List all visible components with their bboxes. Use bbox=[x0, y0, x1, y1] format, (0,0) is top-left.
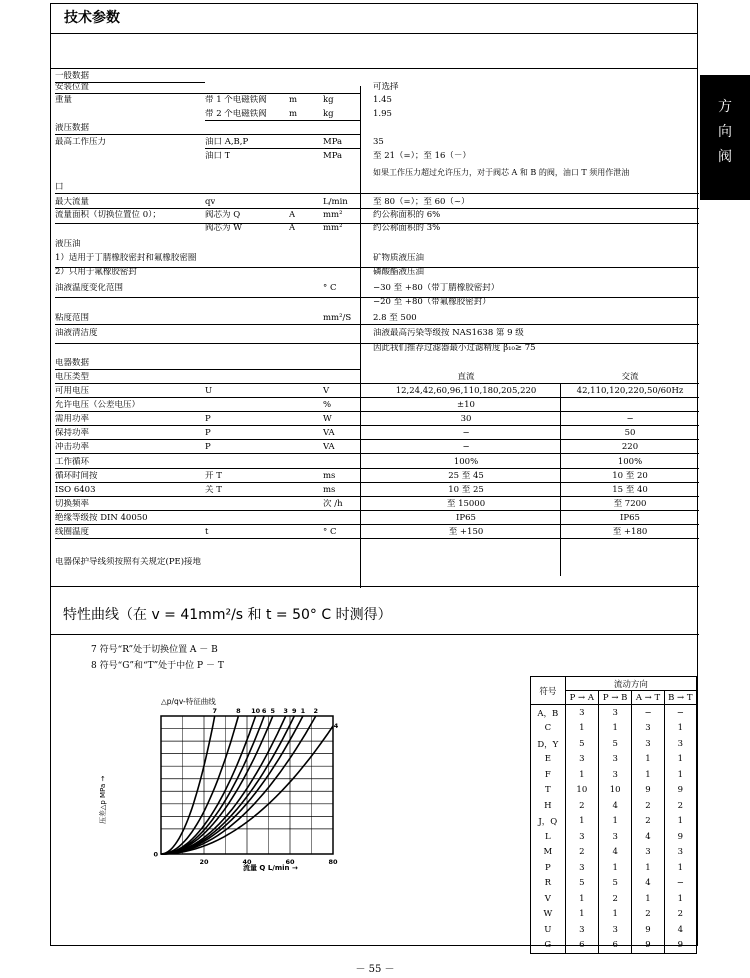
electrical-ac: 100% bbox=[617, 456, 643, 467]
visc-label: 粘度范围 bbox=[55, 313, 699, 325]
curve-number-cell: 3 bbox=[632, 845, 664, 861]
port-t-note-cont: 口 bbox=[55, 182, 699, 194]
table-row bbox=[531, 814, 697, 830]
table-row bbox=[531, 721, 697, 737]
hydraulic-heading: 液压数据 bbox=[55, 123, 360, 135]
electrical-label: 工作循环 bbox=[55, 457, 699, 469]
table-row bbox=[531, 876, 697, 892]
weight-1-m: m bbox=[289, 95, 298, 105]
curve-number-cell: 6 bbox=[565, 938, 598, 954]
oil-1-value: 矿物质液压油 bbox=[373, 253, 425, 263]
table-row bbox=[531, 938, 697, 954]
electrical-ac: 220 bbox=[621, 442, 639, 453]
symbol-cell: H bbox=[531, 798, 566, 814]
area-q-sym: A bbox=[289, 210, 296, 220]
spec-sheet-frame bbox=[50, 3, 698, 951]
chart-xlabel: 流量 Q L/min → bbox=[243, 864, 298, 872]
ac-header: 交流 bbox=[621, 372, 639, 382]
electrical-label: 允许电压（公差电压） bbox=[55, 400, 699, 412]
symbol-cell: U bbox=[531, 922, 566, 938]
electrical-unit: 次 /h bbox=[323, 498, 343, 509]
curve-number-cell: 3 bbox=[599, 752, 632, 768]
electrical-unit: ms bbox=[323, 484, 336, 495]
electrical-sym: P bbox=[205, 442, 211, 453]
curve-number-cell: 3 bbox=[599, 705, 632, 721]
pressure-label: 最高工作压力 bbox=[55, 137, 107, 147]
flow-label: 最大流量 bbox=[55, 197, 699, 209]
chart-title: △p/qv-特征曲线 bbox=[161, 697, 216, 706]
curve-number-cell: − bbox=[632, 705, 664, 721]
curve-number-cell: 1 bbox=[565, 721, 598, 737]
x-tick-label: 60 bbox=[285, 858, 295, 866]
symbol-cell: C bbox=[531, 721, 566, 737]
curve-number-cell: 5 bbox=[599, 876, 632, 892]
weight-1-value: 1.45 bbox=[373, 95, 392, 105]
curve-number-cell: 9 bbox=[664, 783, 696, 799]
curve-number-cell: 3 bbox=[565, 922, 598, 938]
symbol-cell: L bbox=[531, 829, 566, 845]
curve-number-cell: 1 bbox=[664, 860, 696, 876]
header-bar bbox=[51, 4, 697, 34]
ground-note: 电器保护导线须按照有关规定(PE)接地 bbox=[55, 557, 202, 567]
install-value: 可选择 bbox=[373, 82, 399, 92]
electrical-label: 保持功率 bbox=[55, 428, 699, 440]
curve-number-cell: 2 bbox=[632, 798, 664, 814]
area-q-desc: 阀芯为 Q bbox=[205, 210, 241, 220]
curve-label: 1 bbox=[300, 707, 306, 715]
curve-number-cell: 1 bbox=[632, 891, 664, 907]
electrical-ac: 10 至 20 bbox=[612, 470, 648, 481]
curve-label: 8 bbox=[236, 707, 241, 715]
clean-value-2: 因此我们推荐过滤器最小过滤精度 β₁₀≥ 75 bbox=[373, 343, 536, 353]
flow-unit: L/min bbox=[323, 197, 348, 207]
weight-1-unit: kg bbox=[323, 95, 334, 105]
electrical-dc: − bbox=[462, 442, 470, 453]
electrical-dc: 至 15000 bbox=[446, 498, 486, 509]
symbol-cell: P bbox=[531, 860, 566, 876]
curve-number-cell: 4 bbox=[599, 845, 632, 861]
weight-2-unit: kg bbox=[323, 109, 334, 119]
curve-number-cell: 1 bbox=[632, 752, 664, 768]
curve-number-cell: 3 bbox=[565, 860, 598, 876]
curve-number-cell: 1 bbox=[565, 814, 598, 830]
electrical-ac: 42,110,120,220,50/60Hz bbox=[576, 386, 684, 396]
electrical-label: 需用功率 bbox=[55, 414, 699, 426]
clean-value-1: 油液最高污染等级按 NAS1638 第 9 级 bbox=[373, 328, 524, 338]
weight-2-m: m bbox=[289, 109, 298, 119]
table-row bbox=[531, 845, 697, 861]
electrical-unit: ms bbox=[323, 470, 336, 481]
area-w-sym: A bbox=[289, 223, 296, 233]
table-row bbox=[531, 798, 697, 814]
electrical-label: 绝缘等级按 DIN 40050 bbox=[55, 513, 699, 525]
symbol-cell: V bbox=[531, 891, 566, 907]
table-row bbox=[531, 891, 697, 907]
curve-number-cell: 2 bbox=[664, 907, 696, 923]
curve-number-cell: 1 bbox=[565, 907, 598, 923]
section-divider bbox=[51, 586, 699, 587]
curve-number-cell: 3 bbox=[664, 845, 696, 861]
curve-label: 6 bbox=[261, 707, 267, 715]
curve-number-cell: 3 bbox=[565, 752, 598, 768]
symbol-cell: A，B bbox=[531, 705, 566, 721]
electrical-dc: 25 至 45 bbox=[448, 470, 484, 481]
curve-number-cell: 3 bbox=[599, 767, 632, 783]
flow-sym: qv bbox=[205, 197, 216, 207]
curve-number-cell: 1 bbox=[664, 721, 696, 737]
port-abp-value: 35 bbox=[373, 137, 384, 147]
side-tab-label: 方向阀 bbox=[718, 99, 732, 165]
voltage-type-label: 电压类型 bbox=[55, 372, 699, 384]
area-label: 流量面积（切换位置位 0）； bbox=[55, 210, 161, 220]
curve-number-cell: 3 bbox=[632, 721, 664, 737]
curve-label: 4 bbox=[333, 722, 339, 731]
electrical-ac: − bbox=[626, 414, 634, 425]
symbol-table bbox=[530, 676, 697, 954]
curve-label: 10 bbox=[251, 707, 261, 715]
electrical-sym: P bbox=[205, 428, 211, 439]
curve-number-cell: 3 bbox=[632, 736, 664, 752]
electrical-sym: U bbox=[205, 386, 213, 396]
table-row bbox=[531, 783, 697, 799]
area-w-unit: mm² bbox=[323, 223, 343, 233]
note-2: 8 符号“G”和“T”处于中位 P － T bbox=[91, 661, 224, 671]
curve-number-cell: 3 bbox=[565, 829, 598, 845]
curve-number-cell: − bbox=[664, 705, 696, 721]
electrical-dc: IP65 bbox=[456, 512, 476, 523]
page-title: 技术参数 bbox=[64, 10, 120, 26]
curve-number-cell: 1 bbox=[599, 721, 632, 737]
curve-number-cell: 4 bbox=[599, 798, 632, 814]
curve-label: 3 bbox=[283, 707, 288, 715]
electrical-label: 可用电压 bbox=[55, 386, 699, 398]
curve-number-cell: 9 bbox=[664, 938, 696, 954]
area-q-unit: mm² bbox=[323, 210, 343, 220]
direction-header: P → B bbox=[599, 691, 632, 705]
temp-value-2: −20 至 +80（带氟橡胶密封） bbox=[373, 297, 491, 307]
curve-number-cell: 2 bbox=[599, 891, 632, 907]
side-tab bbox=[700, 75, 750, 200]
electrical-dc: 100% bbox=[453, 456, 479, 467]
y-tick-label: 0 bbox=[153, 850, 158, 859]
curve-number-cell: 2 bbox=[664, 798, 696, 814]
electrical-ac: 15 至 40 bbox=[612, 484, 648, 495]
dc-header: 直流 bbox=[457, 372, 475, 382]
curve-number-cell: 9 bbox=[632, 938, 664, 954]
section-divider-2 bbox=[51, 634, 699, 635]
symbol-cell: F bbox=[531, 767, 566, 783]
curve-number-cell: 2 bbox=[632, 907, 664, 923]
blank-band bbox=[51, 34, 697, 69]
curve-number-cell: 4 bbox=[632, 876, 664, 892]
curve-number-cell: 1 bbox=[664, 767, 696, 783]
characteristics-title: 特性曲线（在 v = 41mm²/s 和 t = 50° C 时测得） bbox=[63, 607, 392, 623]
flow-value: 至 80（=）；至 60（~） bbox=[373, 197, 470, 207]
oil-1: 1）适用于丁腈橡胶密封和氟橡胶密圈 bbox=[55, 253, 197, 263]
electrical-sym: 开 T bbox=[205, 470, 222, 481]
temp-value-1: −30 至 +80（带丁腈橡胶密封） bbox=[373, 283, 500, 293]
curve-number-cell: 1 bbox=[664, 814, 696, 830]
curve-number-cell: 2 bbox=[632, 814, 664, 830]
temp-label: 油液温度变化范围 bbox=[55, 283, 124, 293]
direction-header: P → A bbox=[565, 691, 598, 705]
electrical-ac: IP65 bbox=[620, 512, 640, 523]
curve-number-cell: 9 bbox=[632, 922, 664, 938]
curve-number-cell: 2 bbox=[565, 845, 598, 861]
curve-number-cell: 3 bbox=[664, 736, 696, 752]
electrical-label: 冲击功率 bbox=[55, 442, 699, 454]
visc-value: 2.8 至 500 bbox=[373, 313, 417, 323]
curve-number-cell: 1 bbox=[599, 860, 632, 876]
curve-number-cell: 1 bbox=[664, 752, 696, 768]
curve-number-cell: 1 bbox=[599, 814, 632, 830]
curve-number-cell: 4 bbox=[632, 829, 664, 845]
electrical-dc: 12,24,42,60,96,110,180,205,220 bbox=[395, 386, 537, 396]
curve-number-cell: 1 bbox=[565, 767, 598, 783]
table-row bbox=[531, 736, 697, 752]
port-abp: 油口 A,B,P bbox=[205, 137, 360, 149]
x-tick-label: 40 bbox=[242, 858, 252, 866]
symbol-cell: R bbox=[531, 876, 566, 892]
symbol-cell: D，Y bbox=[531, 736, 566, 752]
pressure-flow-chart bbox=[91, 694, 351, 874]
visc-unit: mm²/S bbox=[323, 313, 352, 323]
symbol-cell: M bbox=[531, 845, 566, 861]
table-row bbox=[531, 752, 697, 768]
curve-number-cell: 10 bbox=[565, 783, 598, 799]
curve-number-cell: 1 bbox=[632, 860, 664, 876]
electrical-label: 线圈温度 bbox=[55, 527, 699, 539]
curve-number-cell: 9 bbox=[664, 829, 696, 845]
temp-unit: ° C bbox=[323, 283, 337, 293]
curve-number-cell: 5 bbox=[565, 736, 598, 752]
port-t-unit: MPa bbox=[323, 151, 343, 161]
install-label: 安装位置 bbox=[55, 82, 360, 94]
symbol-cell: E bbox=[531, 752, 566, 768]
symbol-cell: J，Q bbox=[531, 814, 566, 830]
curve-number-cell: 1 bbox=[565, 891, 598, 907]
curve-number-cell: 9 bbox=[632, 783, 664, 799]
general-heading: 一般数据 bbox=[55, 71, 205, 83]
table-row bbox=[531, 907, 697, 923]
curve-number-cell: 3 bbox=[599, 922, 632, 938]
electrical-label: ISO 6403 bbox=[55, 485, 699, 497]
port-t: 油口 T bbox=[205, 151, 231, 161]
electrical-label: 循环时间按 bbox=[55, 471, 699, 483]
curve-label: 9 bbox=[292, 707, 297, 715]
curve-label: 2 bbox=[313, 707, 319, 715]
clean-label: 油液清洁度 bbox=[55, 328, 98, 338]
electrical-sym: P bbox=[205, 414, 211, 425]
electrical-ac: 至 +180 bbox=[612, 527, 648, 537]
electrical-sym: t bbox=[205, 527, 209, 537]
curve-7 bbox=[161, 716, 215, 854]
chart-ylabel: 压差△p MPa → bbox=[99, 775, 107, 824]
electrical-heading: 电器数据 bbox=[55, 358, 360, 370]
electrical-dc: 30 bbox=[460, 414, 472, 425]
table-row bbox=[531, 922, 697, 938]
electrical-unit: % bbox=[323, 400, 332, 411]
curve-label: 7 bbox=[212, 707, 218, 715]
curve-number-cell: 3 bbox=[565, 705, 598, 721]
curve-number-cell: 1 bbox=[632, 767, 664, 783]
port-t-note: 如果工作压力超过允许压力，对于阀芯 A 和 B 的阀，油口 T 须用作泄油 bbox=[373, 168, 630, 177]
curve-number-cell: 1 bbox=[664, 891, 696, 907]
curve-number-cell: 1 bbox=[599, 907, 632, 923]
oil-2-value: 磷酸酯液压油 bbox=[373, 267, 425, 277]
electrical-ac: 至 7200 bbox=[613, 498, 647, 509]
table-row bbox=[531, 860, 697, 876]
curve-number-cell: 5 bbox=[599, 736, 632, 752]
electrical-unit: VA bbox=[323, 442, 335, 453]
table-row bbox=[531, 767, 697, 783]
electrical-label: 切换频率 bbox=[55, 499, 699, 511]
oil-2: 2）只用于氟橡胶密封 bbox=[55, 267, 137, 277]
area-w-value: 约公称面积的 3% bbox=[373, 223, 441, 233]
note-1: 7 符号“R”处于切换位置 A － B bbox=[91, 645, 218, 655]
curve-label: 5 bbox=[270, 707, 276, 715]
curve-number-cell: 3 bbox=[599, 829, 632, 845]
direction-header: B → T bbox=[664, 691, 696, 705]
electrical-unit: ° C bbox=[323, 527, 337, 537]
area-q-value: 约公称面积的 6% bbox=[373, 210, 441, 220]
curve-number-cell: − bbox=[664, 876, 696, 892]
direction-header: A → T bbox=[632, 691, 664, 705]
curve-3 bbox=[161, 716, 286, 854]
symbol-cell: T bbox=[531, 783, 566, 799]
weight-2-value: 1.95 bbox=[373, 109, 392, 119]
electrical-dc: 至 +150 bbox=[448, 527, 484, 537]
table-row bbox=[531, 705, 697, 721]
electrical-ac: 50 bbox=[624, 428, 636, 439]
col-flow-header: 流动方向 bbox=[565, 677, 696, 691]
area-w-desc: 阀芯为 W bbox=[205, 223, 242, 233]
weight-2-desc: 带 2 个电磁铁阀 bbox=[205, 109, 360, 121]
curve-number-cell: 6 bbox=[599, 938, 632, 954]
table-row bbox=[531, 829, 697, 845]
curve-number-cell: 5 bbox=[565, 876, 598, 892]
oil-label: 液压油 bbox=[55, 239, 81, 249]
x-tick-label: 80 bbox=[328, 858, 338, 866]
electrical-dc: − bbox=[462, 428, 470, 439]
electrical-dc: ±10 bbox=[457, 400, 475, 411]
port-t-value: 至 21（=）；至 16（－） bbox=[373, 151, 471, 161]
x-tick-label: 20 bbox=[199, 858, 209, 866]
electrical-dc: 10 至 25 bbox=[448, 484, 484, 495]
electrical-unit: W bbox=[323, 414, 332, 425]
weight-1-desc: 带 1 个电磁铁阀 bbox=[205, 95, 267, 105]
curve-number-cell: 4 bbox=[664, 922, 696, 938]
electrical-unit: V bbox=[323, 386, 330, 396]
electrical-unit: VA bbox=[323, 428, 335, 439]
symbol-cell: W bbox=[531, 907, 566, 923]
symbol-cell: G bbox=[531, 938, 566, 954]
port-abp-unit: MPa bbox=[323, 137, 343, 147]
curve-number-cell: 10 bbox=[599, 783, 632, 799]
weight-label: 重量 bbox=[55, 95, 73, 105]
curve-number-cell: 2 bbox=[565, 798, 598, 814]
col-symbol-header: 符号 bbox=[531, 677, 566, 705]
electrical-sym: 关 T bbox=[205, 484, 222, 495]
page-number: － 55 － bbox=[355, 964, 395, 975]
